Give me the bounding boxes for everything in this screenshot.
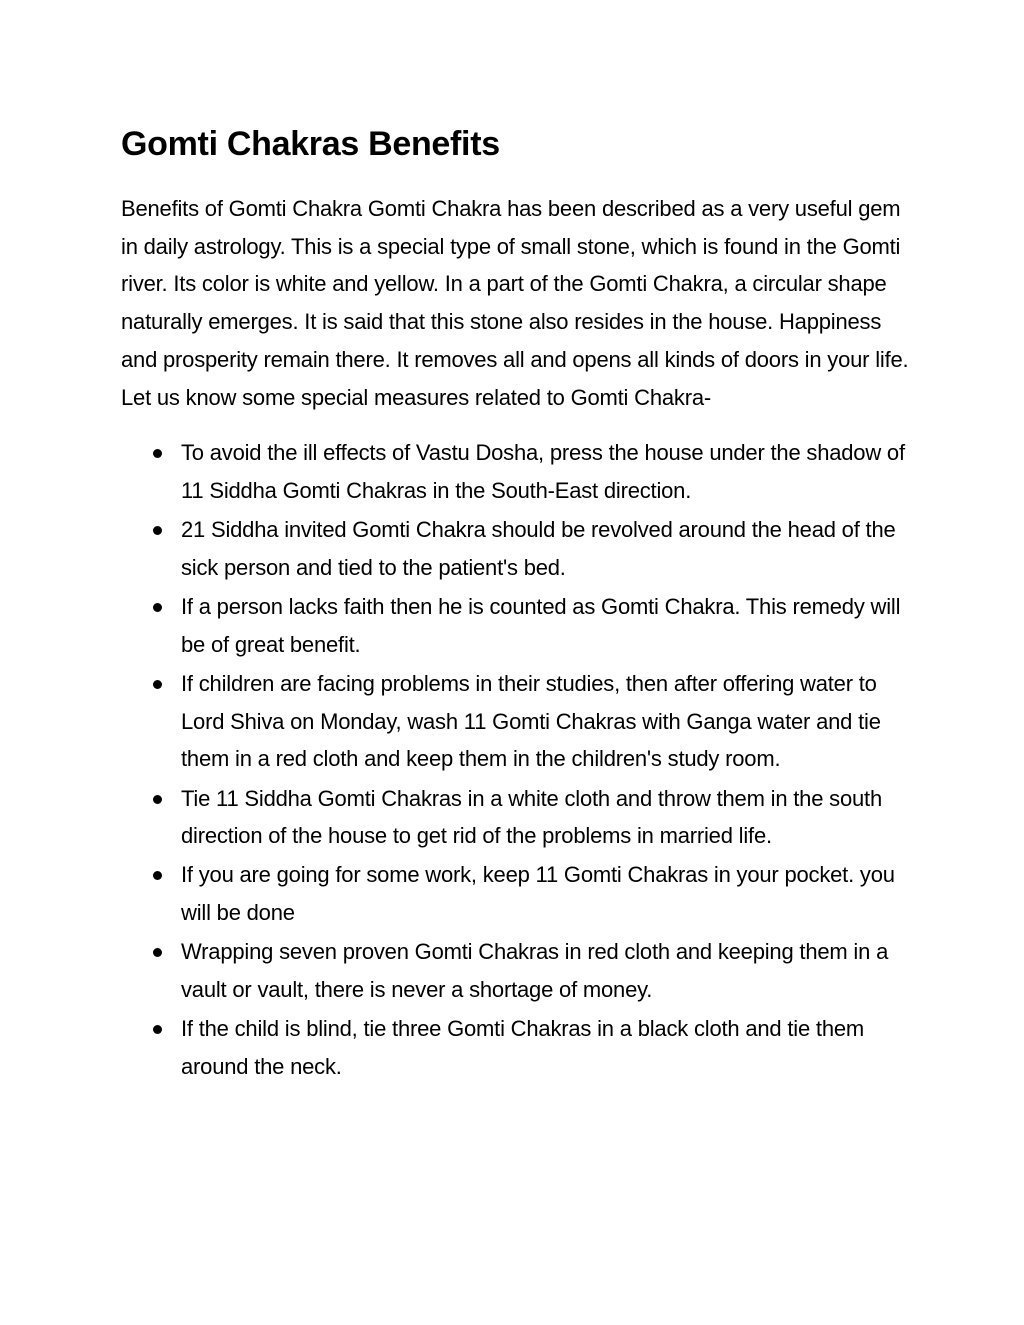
bullet-icon <box>153 603 162 612</box>
list-item <box>121 780 911 855</box>
list-item-text: Tie 11 Siddha Gomti Chakras in a white cloth and throw them in the south direction of the house to get rid of the problems in married life. <box>181 785 882 849</box>
bullet-icon <box>153 1025 162 1034</box>
list-item-text: To avoid the ill effects of Vastu Dosha, press the house under the shadow of 11 Siddha Gomti Chakras in the South-East direction. <box>181 440 905 503</box>
list-item <box>121 933 911 1008</box>
benefits-list <box>121 434 911 1085</box>
list-item-text: Wrapping seven proven Gomti Chakras in red cloth and keeping them in a vault or vault, there is never a shortage of money. <box>181 939 889 1003</box>
list-item-text: If children are facing problems in their studies, then after offering water to Lord Shiva on Monday, wash 11 Gomti Chakras with Ganga water and tie them in a red cloth and keep them in the children's study room. <box>181 670 881 772</box>
page-title: Gomti Chakras Benefits <box>121 125 500 163</box>
list-item-text: If you are going for some work, keep 11 Gomti Chakras in your pocket. you will be done <box>181 862 895 926</box>
bullet-icon <box>153 526 162 535</box>
bullet-icon <box>153 795 162 804</box>
list-item <box>121 511 911 586</box>
bullet-icon <box>153 680 162 689</box>
list-item <box>121 588 911 663</box>
list-item <box>121 665 911 778</box>
list-item-text: If the child is blind, tie three Gomti Chakras in a black cloth and tie them around the neck. <box>181 1016 865 1079</box>
list-item <box>121 434 911 509</box>
bullet-icon <box>153 449 162 458</box>
bullet-icon <box>153 871 162 880</box>
intro-paragraph: Benefits of Gomti Chakra Gomti Chakra has been described as a very useful gem in daily astrology. This is a special type of small stone, which is found in the Gomti river. Its color is white and yellow. In a part of the Gomti Chakra, a circular shape naturally emerges. It is said that this stone also resides in the house. Happiness and prosperity remain there. It removes all and opens all kinds of doors in your life. Let us know some special measures related to Gomti Chakra- <box>121 196 909 410</box>
list-item <box>121 1010 911 1085</box>
document-page <box>121 118 911 1087</box>
list-item-text: 21 Siddha invited Gomti Chakra should be revolved around the head of the sick person and tied to the patient's bed. <box>181 517 896 580</box>
list-item <box>121 856 911 931</box>
bullet-icon <box>153 948 162 957</box>
list-item-text: If a person lacks faith then he is counted as Gomti Chakra. This remedy will be of great benefit. <box>181 594 901 657</box>
